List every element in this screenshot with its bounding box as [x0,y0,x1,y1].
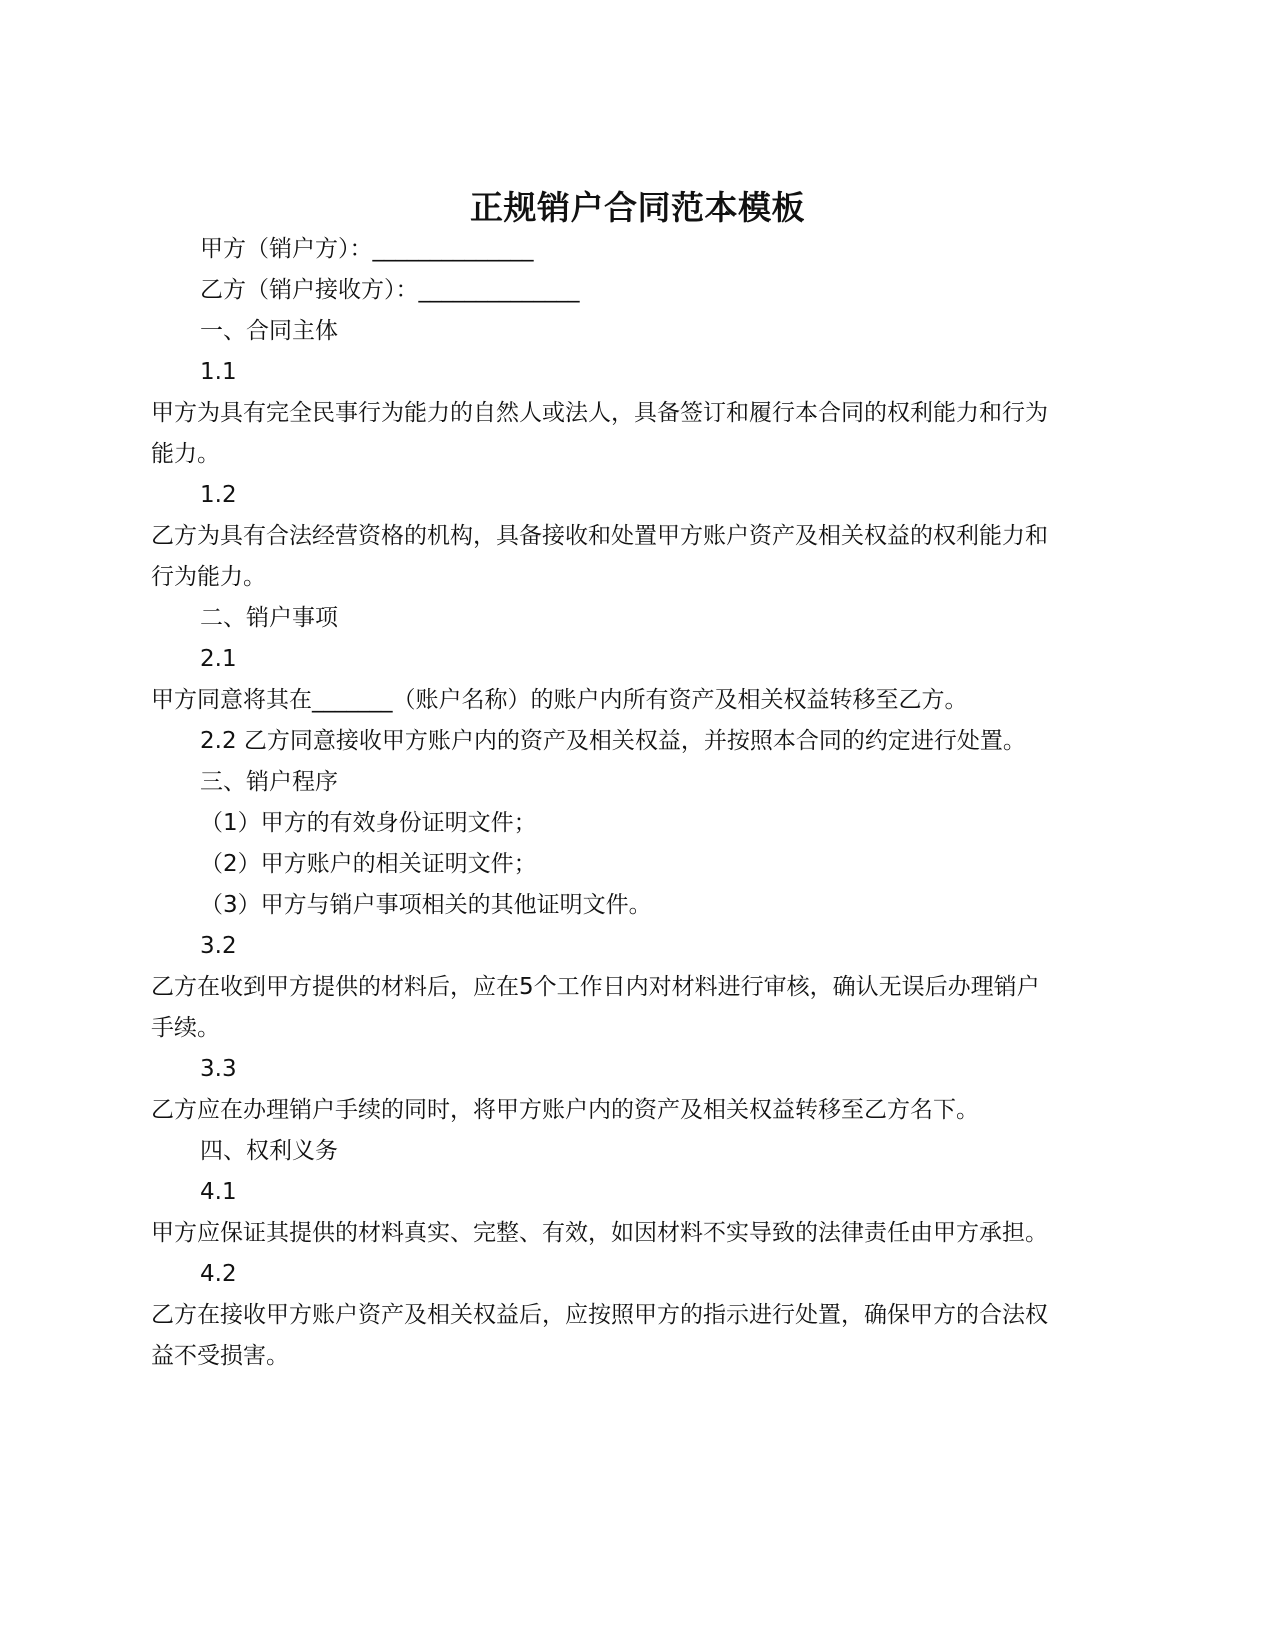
clause-number: 1.1 [200,359,237,385]
clause-text: 乙方应在办理销户手续的同时，将甲方账户内的资产及相关权益转移至乙方名下。 [151,1097,979,1123]
clause-text: 益不受损害。 [151,1343,289,1369]
section-heading: 一、合同主体 [200,318,338,344]
clause-text: 手续。 [151,1015,220,1041]
clause-text: 甲方应保证其提供的材料真实、完整、有效，如因材料不实导致的法律责任由甲方承担。 [151,1220,1048,1246]
section-heading: 三、销户程序 [200,769,338,795]
clause-text: 2.2 乙方同意接收甲方账户内的资产及相关权益，并按照本合同的约定进行处置。 [200,728,1026,754]
section-heading: 四、权利义务 [200,1138,338,1164]
clause-text: 甲方同意将其在_______（账户名称）的账户内所有资产及相关权益转移至乙方。 [151,687,968,713]
list-item: （2）甲方账户的相关证明文件； [200,851,537,877]
clause-text: 乙方为具有合法经营资格的机构，具备接收和处置甲方账户资产及相关权益的权利能力和 [151,523,1048,549]
clause-number: 3.2 [200,933,237,959]
clause-number: 2.1 [200,646,237,672]
section-heading: 二、销户事项 [200,605,338,631]
list-item: （3）甲方与销户事项相关的其他证明文件。 [200,892,652,918]
clause-text: 行为能力。 [151,564,266,590]
list-item: （1）甲方的有效身份证明文件； [200,810,537,836]
clause-number: 4.2 [200,1261,237,1287]
party-b-line: 乙方（销户接收方）：______________ [200,277,580,303]
document-title: 正规销户合同范本模板 [470,188,805,227]
clause-text: 能力。 [151,441,220,467]
clause-number: 3.3 [200,1056,237,1082]
clause-number: 4.1 [200,1179,237,1205]
clause-text: 乙方在收到甲方提供的材料后，应在5个工作日内对材料进行审核，确认无误后办理销户 [151,974,1040,1000]
clause-text: 乙方在接收甲方账户资产及相关权益后，应按照甲方的指示进行处置，确保甲方的合法权 [151,1302,1048,1328]
party-a-line: 甲方（销户方）：______________ [200,236,534,262]
clause-text: 甲方为具有完全民事行为能力的自然人或法人，具备签订和履行本合同的权利能力和行为 [151,400,1048,426]
clause-number: 1.2 [200,482,237,508]
